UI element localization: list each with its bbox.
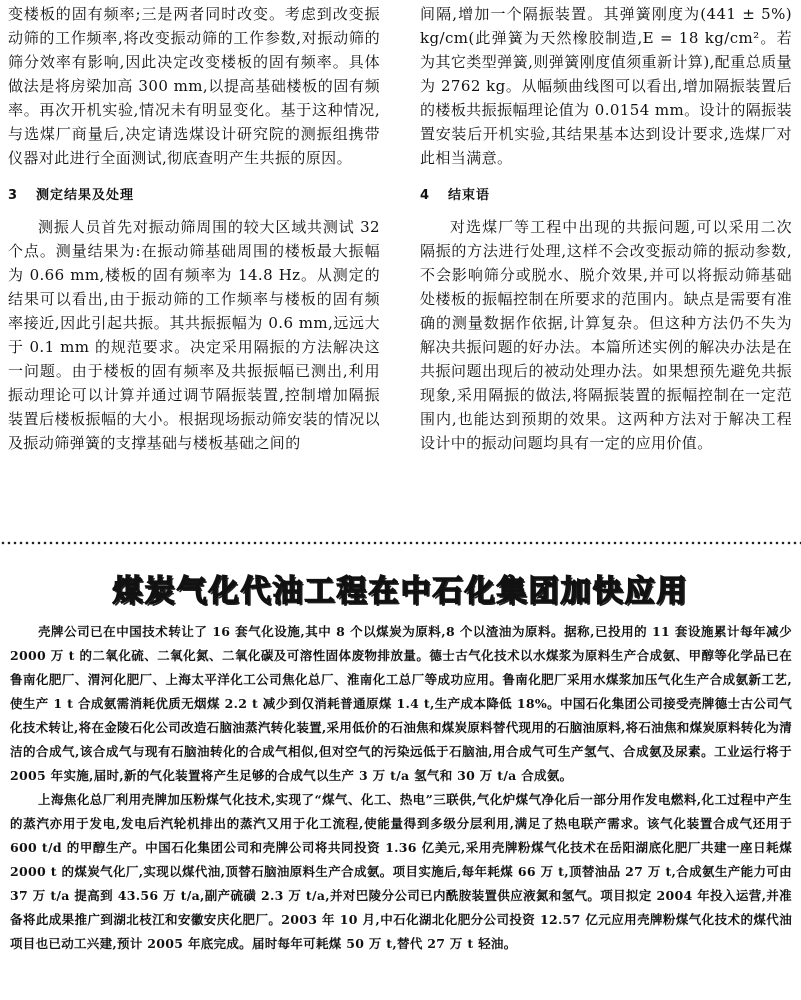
news-title: 煤炭气化代油工程在中石化集团加快应用 bbox=[112, 574, 689, 609]
section-title: 测定结果及处理 bbox=[36, 188, 135, 203]
left-paragraph-2: 测振人员首先对振动筛周围的较大区域共测试 32 个点。测量结果为:在振动筛基础周围的楼板最大振幅为 0.66 mm,楼板的固有频率为 14.8 Hz。从测定的结果可以看出,由于振动筛的工作频率与楼板的固有频率接近,因此引起共振。其共振振幅为 0.6 mm,远远大于 0.1 mm 的规范要求。决定采用隔振的方法解决这一问题。由于楼板的固有频率及共振振幅已测出,利用振动理论可以计算并通过调节隔振装置,控制增加隔振装置后楼板振幅的大小。根据现场振动筛安装的情况以及振动筛弹簧的支撑基础与楼板基础之间的 bbox=[8, 218, 380, 452]
news-paragraph-1: 壳牌公司已在中国技术转让了 16 套气化设施,其中 8 个以煤炭为原料,8 个以渣油为原料。据称,已投用的 11 套设施累计每年减少 2000 万 t 的二氧化硫、二氧化氮、二氧化碳及可溶性固体废物排放量。德士古气化技术以水煤浆为原料生产合成氨、甲醇等化学品已在鲁南化肥厂、渭河化肥厂、上海太平洋化工公司焦化总厂、淮南化工总厂等成功应用。鲁南化肥厂采用水煤浆加压气化生产合成氨新工艺,使生产 1 t 合成氨需消耗优质无烟煤 2.2 t 减少到仅消耗普通原煤 1.4 t,生产成本降低 18%。中国石化集团公司接受壳牌德士古公司气化技术转让,将在金陵石化公司改造石脑油蒸汽转化装置,采用低价的石油焦和煤炭原料替代现用的石脑油原料,将石油焦和煤炭原料转化为清洁的合成气,该合成气与现有石脑油转化的合成气相似,但对空气的污染远低于石脑油,用合成气可生产氢气、合成氨及尿素。工业运行将于 2005 年实施,届时,新的气化装置将产生足够的合成气以生产 3 万 t/a 氢气和 30 万 t/a 合成氨。 bbox=[10, 624, 792, 783]
section-heading-4 bbox=[420, 184, 792, 203]
section-number: 3 bbox=[8, 188, 19, 203]
section-heading-3 bbox=[8, 184, 380, 203]
left-column bbox=[8, 2, 380, 455]
news-paragraph-2: 上海焦化总厂利用壳牌加压粉煤气化技术,实现了“煤气、化工、热电”三联供,气化炉煤气净化后一部分用作发电燃料,化工过程中产生的蒸汽亦用于发电,发电后汽轮机排出的蒸汽又用于化工流程,使能量得到多级分层利用,满足了热电联产需求。该气化装置合成气还用于 600 t/d 的甲醇生产。中国石化集团公司和壳牌公司将共同投资 1.36 亿美元,采用壳牌粉煤气化技术在岳阳湖底化肥厂共建一座日耗煤 2000 t 的煤炭气化厂,实现以煤代油,顶替石脑油原料生产合成氨。项目实施后,每年耗煤 66 万 t,顶替油品 27 万 t,合成氨生产能力可由 37 万 t/a 提高到 43.56 万 t/a,副产硫磺 2.3 万 t/a,并对巴陵分公司已内酰胺装置供应液氮和氢气。项目拟定 2004 年投入运营,并准备将此成果推广到湖北枝江和安徽安庆化肥厂。2003 年 10 月,中石化湖北化肥分公司投资 12.57 亿元应用壳牌粉煤气化技术的煤代油项目也已动工兴建,预计 2005 年底完成。届时每年可耗煤 50 万 t,替代 27 万 t 轻油。 bbox=[10, 792, 792, 951]
right-paragraph-1: 间隔,增加一个隔振装置。其弹簧刚度为(441 ± 5%) kg/cm(此弹簧为天然橡胶制造,E = 18 kg/cm²。若为其它类型弹簧,则弹簧刚度值须重新计算),配重总质量为 2762 kg。从幅频曲线图可以看出,增加隔振装置后的楼板共振振幅理论值为 0.0154 mm。设计的隔振装置安装后开机实验,其结果基本达到设计要求,选煤厂对此相当满意。 bbox=[420, 5, 792, 167]
dotted-divider bbox=[0, 538, 801, 548]
right-paragraph-2: 对选煤厂等工程中出现的共振问题,可以采用二次隔振的方法进行处理,这样不会改变振动筛的振动参数,不会影响筛分或脱水、脱介效果,并可以将振动筛基础处楼板的振幅控制在所要求的范围内。缺点是需要有准确的测量数据作依据,计算复杂。但这种方法仍不失为解决共振问题的好办法。本篇所述实例的解决办法是在共振问题出现后的被动处理办法。如果想预先避免共振现象,采用隔振的做法,将隔振装置的振幅控制在一定范围内,也能达到预期的效果。这两种方法对于解决工程设计中的振动问题均具有一定的应用价值。 bbox=[420, 218, 792, 452]
news-body bbox=[10, 620, 792, 956]
right-column bbox=[420, 2, 792, 455]
section-title: 结束语 bbox=[448, 188, 491, 203]
left-paragraph-1: 变楼板的固有频率;三是两者同时改变。考虑到改变振动筛的工作频率,将改变振动筛的工作参数,对振动筛的筛分效率有影响,因此决定改变楼板的固有频率。具体做法是将房梁加高 300 mm,以提高基础楼板的固有频率。再次开机实验,情况未有明显变化。基于这种情况,与选煤厂商量后,决定请选煤设计研究院的测振组携带仪器对此进行全面测试,彻底查明产生共振的原因。 bbox=[8, 5, 380, 167]
section-number: 4 bbox=[420, 188, 431, 203]
